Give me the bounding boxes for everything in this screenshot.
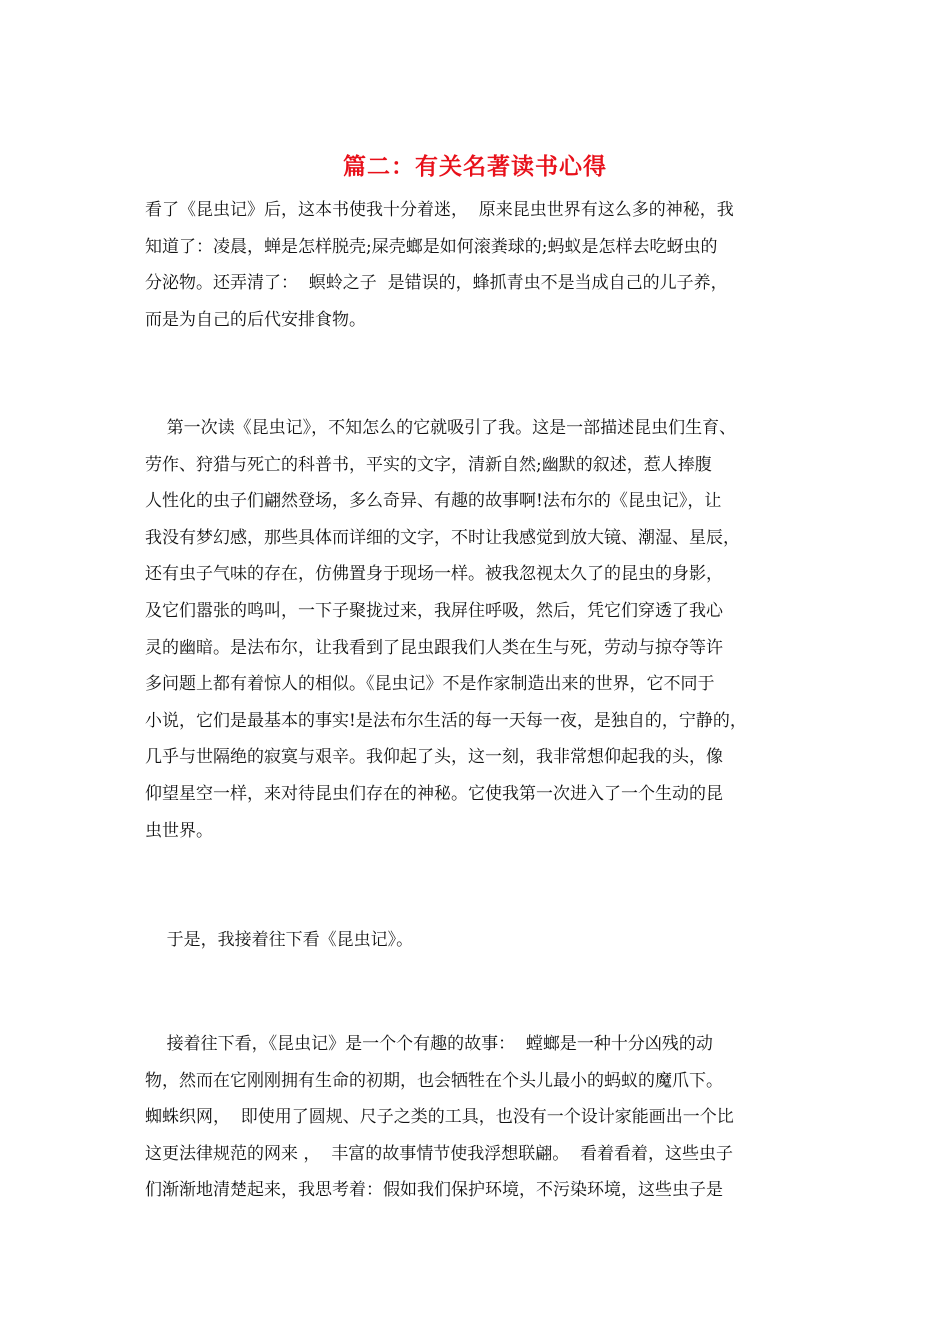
text-line: 这更法律规范的网来 ， 丰富的故事情节使我浮想联翩。 看着看着，这些虫子 xyxy=(145,1144,734,1164)
text-line: 几乎与世隔绝的寂寞与艰辛。我仰起了头，这一刻，我非常想仰起我的头，像 xyxy=(145,747,723,767)
text-line: 看了《昆虫记》后，这本书使我十分着迷， 原来昆虫世界有这么多的神秘，我 xyxy=(145,200,734,220)
text-line: 于是，我接着往下看《昆虫记》。 xyxy=(145,930,414,950)
text-line: 而是为自己的后代安排食物。 xyxy=(145,310,366,330)
text-line: 我没有梦幻感，那些具体而详细的文字，不时让我感觉到放大镜、潮湿、星辰， xyxy=(145,528,740,548)
text-line: 物，然而在它刚刚拥有生命的初期，也会牺牲在个头儿最小的蚂蚁的魔爪下。 xyxy=(145,1071,723,1091)
text-line: 仰望星空一样，来对待昆虫们存在的神秘。它使我第一次进入了一个生动的昆 xyxy=(145,784,723,804)
text-line: 及它们嚣张的鸣叫，一下子聚拢过来，我屏住呼吸，然后，凭它们穿透了我心 xyxy=(145,601,723,621)
text-line: 虫世界。 xyxy=(145,821,213,841)
text-line: 接着往下看，《昆虫记》是一个个有趣的故事： 螳螂是一种十分凶残的动 xyxy=(145,1034,713,1054)
document-title: 篇二：有关名著读书心得 xyxy=(343,154,607,180)
text-line: 人性化的虫子们翩然登场，多么奇异、有趣的故事啊!法布尔的《昆虫记》，让 xyxy=(145,491,722,511)
text-line: 蜘蛛织网， 即使用了圆规、尺子之类的工具，也没有一个设计家能画出一个比 xyxy=(145,1107,734,1127)
text-line: 知道了：凌晨，蝉是怎样脱壳;屎壳螂是如何滚粪球的;蚂蚁是怎样去吃蚜虫的 xyxy=(145,237,718,257)
text-line: 还有虫子气味的存在，仿佛置身于现场一样。被我忽视太久了的昆虫的身影， xyxy=(145,564,723,584)
text-line: 劳作、狩猎与死亡的科普书，平实的文字，清新自然;幽默的叙述，惹人捧腹 xyxy=(145,455,712,475)
text-line: 小说，它们是最基本的事实!是法布尔生活的每一天每一夜，是独自的，宁静的， xyxy=(145,711,747,731)
text-line: 分泌物。还弄清了： 螟蛉之子 是错误的，蜂抓青虫不是当成自己的儿子养， xyxy=(145,273,728,293)
text-line: 们渐渐地清楚起来，我思考着：假如我们保护环境，不污染环境，这些虫子是 xyxy=(145,1180,723,1200)
text-line: 灵的幽暗。是法布尔，让我看到了昆虫跟我们人类在生与死，劳动与掠夺等许 xyxy=(145,638,723,658)
text-line: 第一次读《昆虫记》，不知怎么的它就吸引了我。这是一部描述昆虫们生育、 xyxy=(145,418,737,438)
text-line: 多问题上都有着惊人的相似。《昆虫记》不是作家制造出来的世界，它不同于 xyxy=(145,674,715,694)
